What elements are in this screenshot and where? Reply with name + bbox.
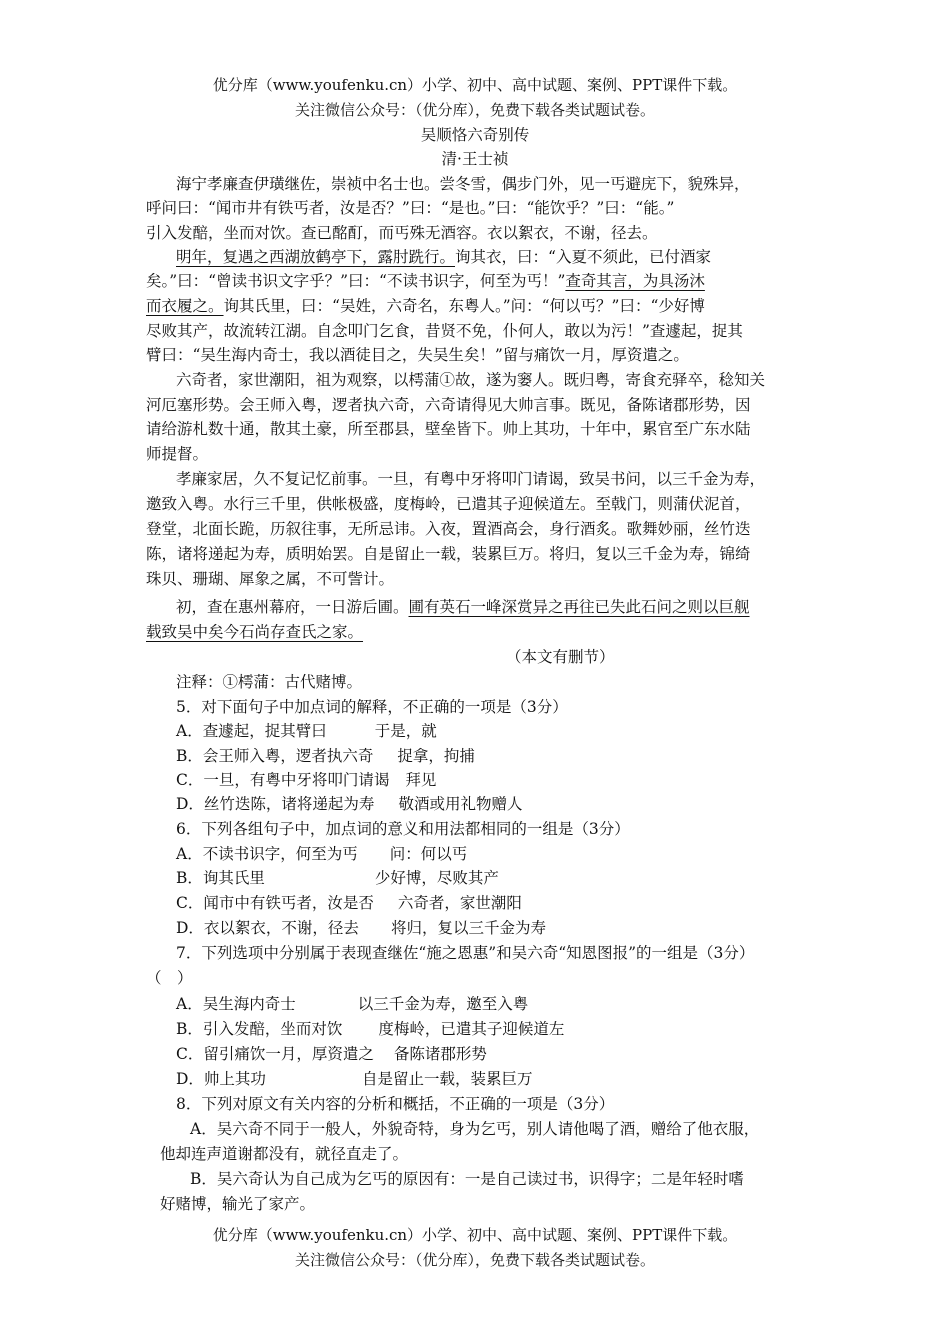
edit-note: （本文有删节） xyxy=(506,648,615,666)
q7-option-a: A．吴生海内奇士 以三千金为寿，邀至入粤 xyxy=(176,995,529,1013)
footer-line-1: 优分库（www.youfenku.cn）小学、初中、高中试题、案例、PPT课件下载。 xyxy=(212,1226,738,1244)
p1-line-2: 呼问曰：“闻市井有铁丐者，汝是否？”曰：“是也。”曰：“能饮乎？”曰：“能。” xyxy=(146,199,675,217)
p5-line-1: 初，查在惠州幕府，一日游后圃。圃有英石一峰深赏异之再往已失此石问之则以巨舰 xyxy=(176,598,750,616)
underlined-sentence: 圃有英石一峰深赏异之再往已失此石问之则以巨舰 xyxy=(408,598,750,616)
p2-line-1: 明年，复遇之西湖放鹤亭下，露肘跣行。询其衣，曰：“入夏不须此，已付酒家 xyxy=(176,248,711,266)
header-line-2: 关注微信公众号：（优分库），免费下载各类试题试卷。 xyxy=(294,101,655,119)
header-line-1: 优分库（www.youfenku.cn）小学、初中、高中试题、案例、PPT课件下载。 xyxy=(212,76,738,94)
q7-stem: 7．下列选项中分别属于表现查继佐“施之恩惠”和吴六奇“知恩图报”的一组是（3分） xyxy=(176,944,755,962)
annotation: 注释：①樗蒲：古代赌博。 xyxy=(176,673,363,691)
article-title: 吴顺恪六奇别传 xyxy=(420,126,530,144)
p2-line-4: 尽败其产，故流转江湖。自念叩门乞食，昔贤不免，仆何人，敢以为污！”查遽起，捉其 xyxy=(146,322,743,340)
p1-line-1: 海宁孝廉查伊璜继佐，崇祯中名士也。尝冬雪，偶步门外，见一丐避庑下，貌殊异， xyxy=(176,175,750,193)
q7-option-c: C．留引痛饮一月，厚资遣之 备陈诸郡形势 xyxy=(176,1045,487,1063)
q5-option-d: D．丝竹迭陈，诸将递起为寿 敬酒或用礼物赠人 xyxy=(176,795,523,813)
p3-line-3: 请给游札数十通，散其土豪，所至郡县，壁垒皆下。帅上其功，十年中，累官至广东水陆 xyxy=(146,420,751,438)
footer-line-2: 关注微信公众号：（优分库），免费下载各类试题试卷。 xyxy=(294,1251,655,1269)
q6-stem: 6．下列各组句子中，加点词的意义和用法都相同的一组是（3分） xyxy=(176,820,630,838)
article-author: 清·王士祯 xyxy=(441,150,509,168)
q7-option-d: D．帅上其功 自是留止一载，装累巨万 xyxy=(176,1070,533,1088)
q8-option-b-line-1: B．吴六奇认为自己成为乞丐的原因有：一是自己读过书，识得字；二是年轻时嗜 xyxy=(190,1170,744,1188)
q6-option-d: D．衣以絮衣，不谢，径去 将归，复以三千金为寿 xyxy=(176,919,546,937)
q5-stem: 5．对下面句子中加点词的解释，不正确的一项是（3分） xyxy=(176,698,568,716)
q6-option-a: A．不读书识字，何至为丐 问：何以丐 xyxy=(176,845,468,863)
p1-line-3: 引入发醅，坐而对饮。查已酩酊，而丐殊无酒容。衣以絮衣，不谢，径去。 xyxy=(146,224,658,242)
underlined-sentence: 而衣履之。 xyxy=(146,297,224,315)
q5-option-c: C．一旦，有粤中牙将叩门请谒 拜见 xyxy=(176,771,437,789)
p4-line-5: 珠贝、珊瑚、犀象之属，不可訾计。 xyxy=(146,570,395,588)
q8-option-b-line-2: 好赌博，输光了家产。 xyxy=(160,1195,316,1213)
q6-option-b: B．询其氏里 少好博，尽败其产 xyxy=(176,869,499,887)
underlined-sentence: 载致吴中矣今石尚存查氏之家。 xyxy=(146,623,364,641)
p2-line-5: 臂曰：“吴生海内奇士，我以酒徒目之，失吴生矣！”留与痛饮一月，厚资遣之。 xyxy=(146,346,689,364)
p4-line-4: 陈，诸将递起为寿，质明始罢。自是留止一载，装累巨万。将归，复以三千金为寿，锦绮 xyxy=(146,545,751,563)
q6-option-c: C．闻市中有铁丐者，汝是否 六奇者，家世潮阳 xyxy=(176,894,522,912)
q8-stem: 8．下列对原文有关内容的分析和概括，不正确的一项是（3分） xyxy=(176,1095,615,1113)
p2-line-3: 而衣履之。询其氏里，曰：“吴姓，六奇名，东粤人。”问：“何以丐？”曰：“少好博 xyxy=(146,297,705,315)
p2-line-2: 矣。”曰：“曾读书识文字乎？”曰：“不读书识字，何至为丐！”查奇其言，为具汤沐 xyxy=(146,272,705,290)
q8-option-a-line-1: A．吴六奇不同于一般人，外貌奇特，身为乞丐，别人请他喝了酒，赠给了他衣服， xyxy=(190,1120,760,1138)
underlined-sentence: 查奇其言，为具汤沐 xyxy=(565,272,705,290)
q8-option-a-line-2: 他却连声道谢都没有，就径直走了。 xyxy=(160,1145,409,1163)
p3-line-4: 师提督。 xyxy=(146,445,209,463)
p4-line-1: 孝廉家居，久不复记忆前事。一旦，有粤中牙将叩门请谒，致吴书问，以三千金为寿， xyxy=(176,470,766,488)
p3-line-1: 六奇者，家世潮阳，祖为观察，以樗蒲①故，遂为窭人。既归粤，寄食充驿卒，稔知关 xyxy=(176,371,766,389)
p5-line-2 xyxy=(146,621,810,643)
q5-option-b: B．会王师入粤，逻者执六奇 捉拿，拘捕 xyxy=(176,747,475,765)
q7-answer-paren: （ ） xyxy=(146,969,193,987)
underlined-sentence: 明年，复遇之西湖放鹤亭下，露肘跣行。 xyxy=(176,248,456,266)
q5-option-a: A．查遽起，捉其臂曰 于是，就 xyxy=(176,722,437,740)
q7-option-b: B．引入发醅，坐而对饮 度梅岭，已遣其子迎候道左 xyxy=(176,1020,565,1038)
p3-line-2: 河厄塞形势。会王师入粤，逻者执六奇，六奇请得见大帅言事。既见，备陈诸郡形势，因 xyxy=(146,396,751,414)
p4-line-2: 邀致入粤。水行三千里，供帐极盛，度梅岭，已遣其子迎候道左。至戟门，则蒲伏泥首， xyxy=(146,495,751,513)
p4-line-3: 登堂，北面长跪，历叙往事，无所忌讳。入夜，置酒高会，身行酒炙。歌舞妙丽，丝竹迭 xyxy=(146,520,751,538)
